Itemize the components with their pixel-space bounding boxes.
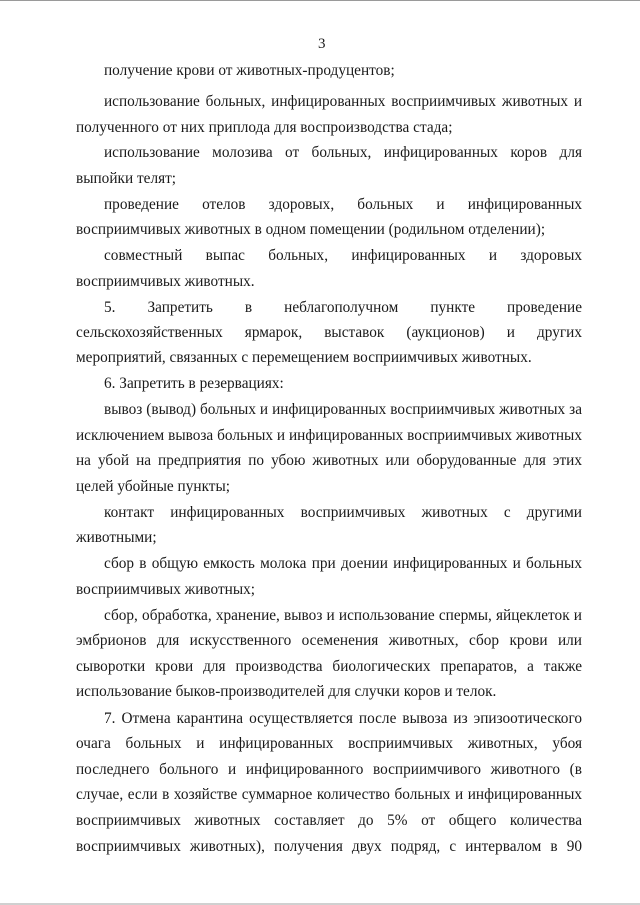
text-line: получение крови от животных-продуцентов; xyxy=(104,62,395,79)
text-line: сбор в общую емкость молока при доении инфицированных и больных xyxy=(104,555,582,572)
text-line: 7. Отмена карантина осуществляется после вывоза из эпизоотического xyxy=(104,710,582,727)
text-line: выпойки телят; xyxy=(76,170,177,187)
text-line: восприимчивых животных; xyxy=(76,581,256,598)
text-line: совместный выпас больных, инфицированных и здоровых xyxy=(104,247,582,264)
text-line: использование больных, инфицированных восприимчивых животных и xyxy=(104,93,582,110)
text-line: восприимчивых животных составляет до 5% от общего количества xyxy=(76,812,582,829)
text-line: восприимчивых животных в одном помещении (родильном отделении); xyxy=(76,221,546,238)
text-line: случае, если в хозяйстве суммарное количество больных и инфицированных xyxy=(76,786,582,803)
text-line: исключением вывоза больных и инфицированных восприимчивых животных xyxy=(76,427,582,444)
text-line: проведение отелов здоровых, больных и инфицированных xyxy=(104,196,582,213)
text-line: мероприятий, связанных с перемещением восприимчивых животных. xyxy=(76,349,532,366)
text-line: на убой на предприятия по убою животных или оборудованные для этих xyxy=(76,452,582,469)
text-line: вывоз (вывод) больных и инфицированных восприимчивых животных за xyxy=(104,401,582,418)
text-line: 5. Запретить в неблагополучном пункте проведение xyxy=(104,299,582,316)
text-line: эмбрионов для искусственного осеменения животных, сбор крови или xyxy=(76,632,582,649)
text-line: очага больных и инфицированных восприимчивых животных, убоя xyxy=(76,735,582,752)
text-line: восприимчивых животных. xyxy=(76,273,255,290)
text-line: животными; xyxy=(76,529,157,546)
text-line: сбор, обработка, хранение, вывоз и использование спермы, яйцеклеток и xyxy=(104,607,582,624)
text-line: использование молозива от больных, инфицированных коров для xyxy=(104,144,582,161)
text-line: последнего больного и инфицированного восприимчивого животного (в xyxy=(76,761,582,778)
text-line: 6. Запретить в резервациях: xyxy=(104,375,284,392)
text-line: использование быков-производителей для случки коров и телок. xyxy=(76,683,497,700)
text-line: восприимчивых животных), получения двух подряд, с интервалом в 90 xyxy=(76,838,582,855)
text-line: сыворотки крови для производства биологических препаратов, а также xyxy=(76,658,582,675)
top-border-line xyxy=(0,0,640,1)
text-line: целей убойные пункты; xyxy=(76,478,231,495)
text-line: сельскохозяйственных ярмарок, выставок (аукционов) и других xyxy=(76,324,582,341)
text-line: полученного от них приплода для воспроизводства стада; xyxy=(76,119,453,136)
text-line: контакт инфицированных восприимчивых животных с другими xyxy=(104,504,582,521)
page-number: 3 xyxy=(318,36,326,52)
